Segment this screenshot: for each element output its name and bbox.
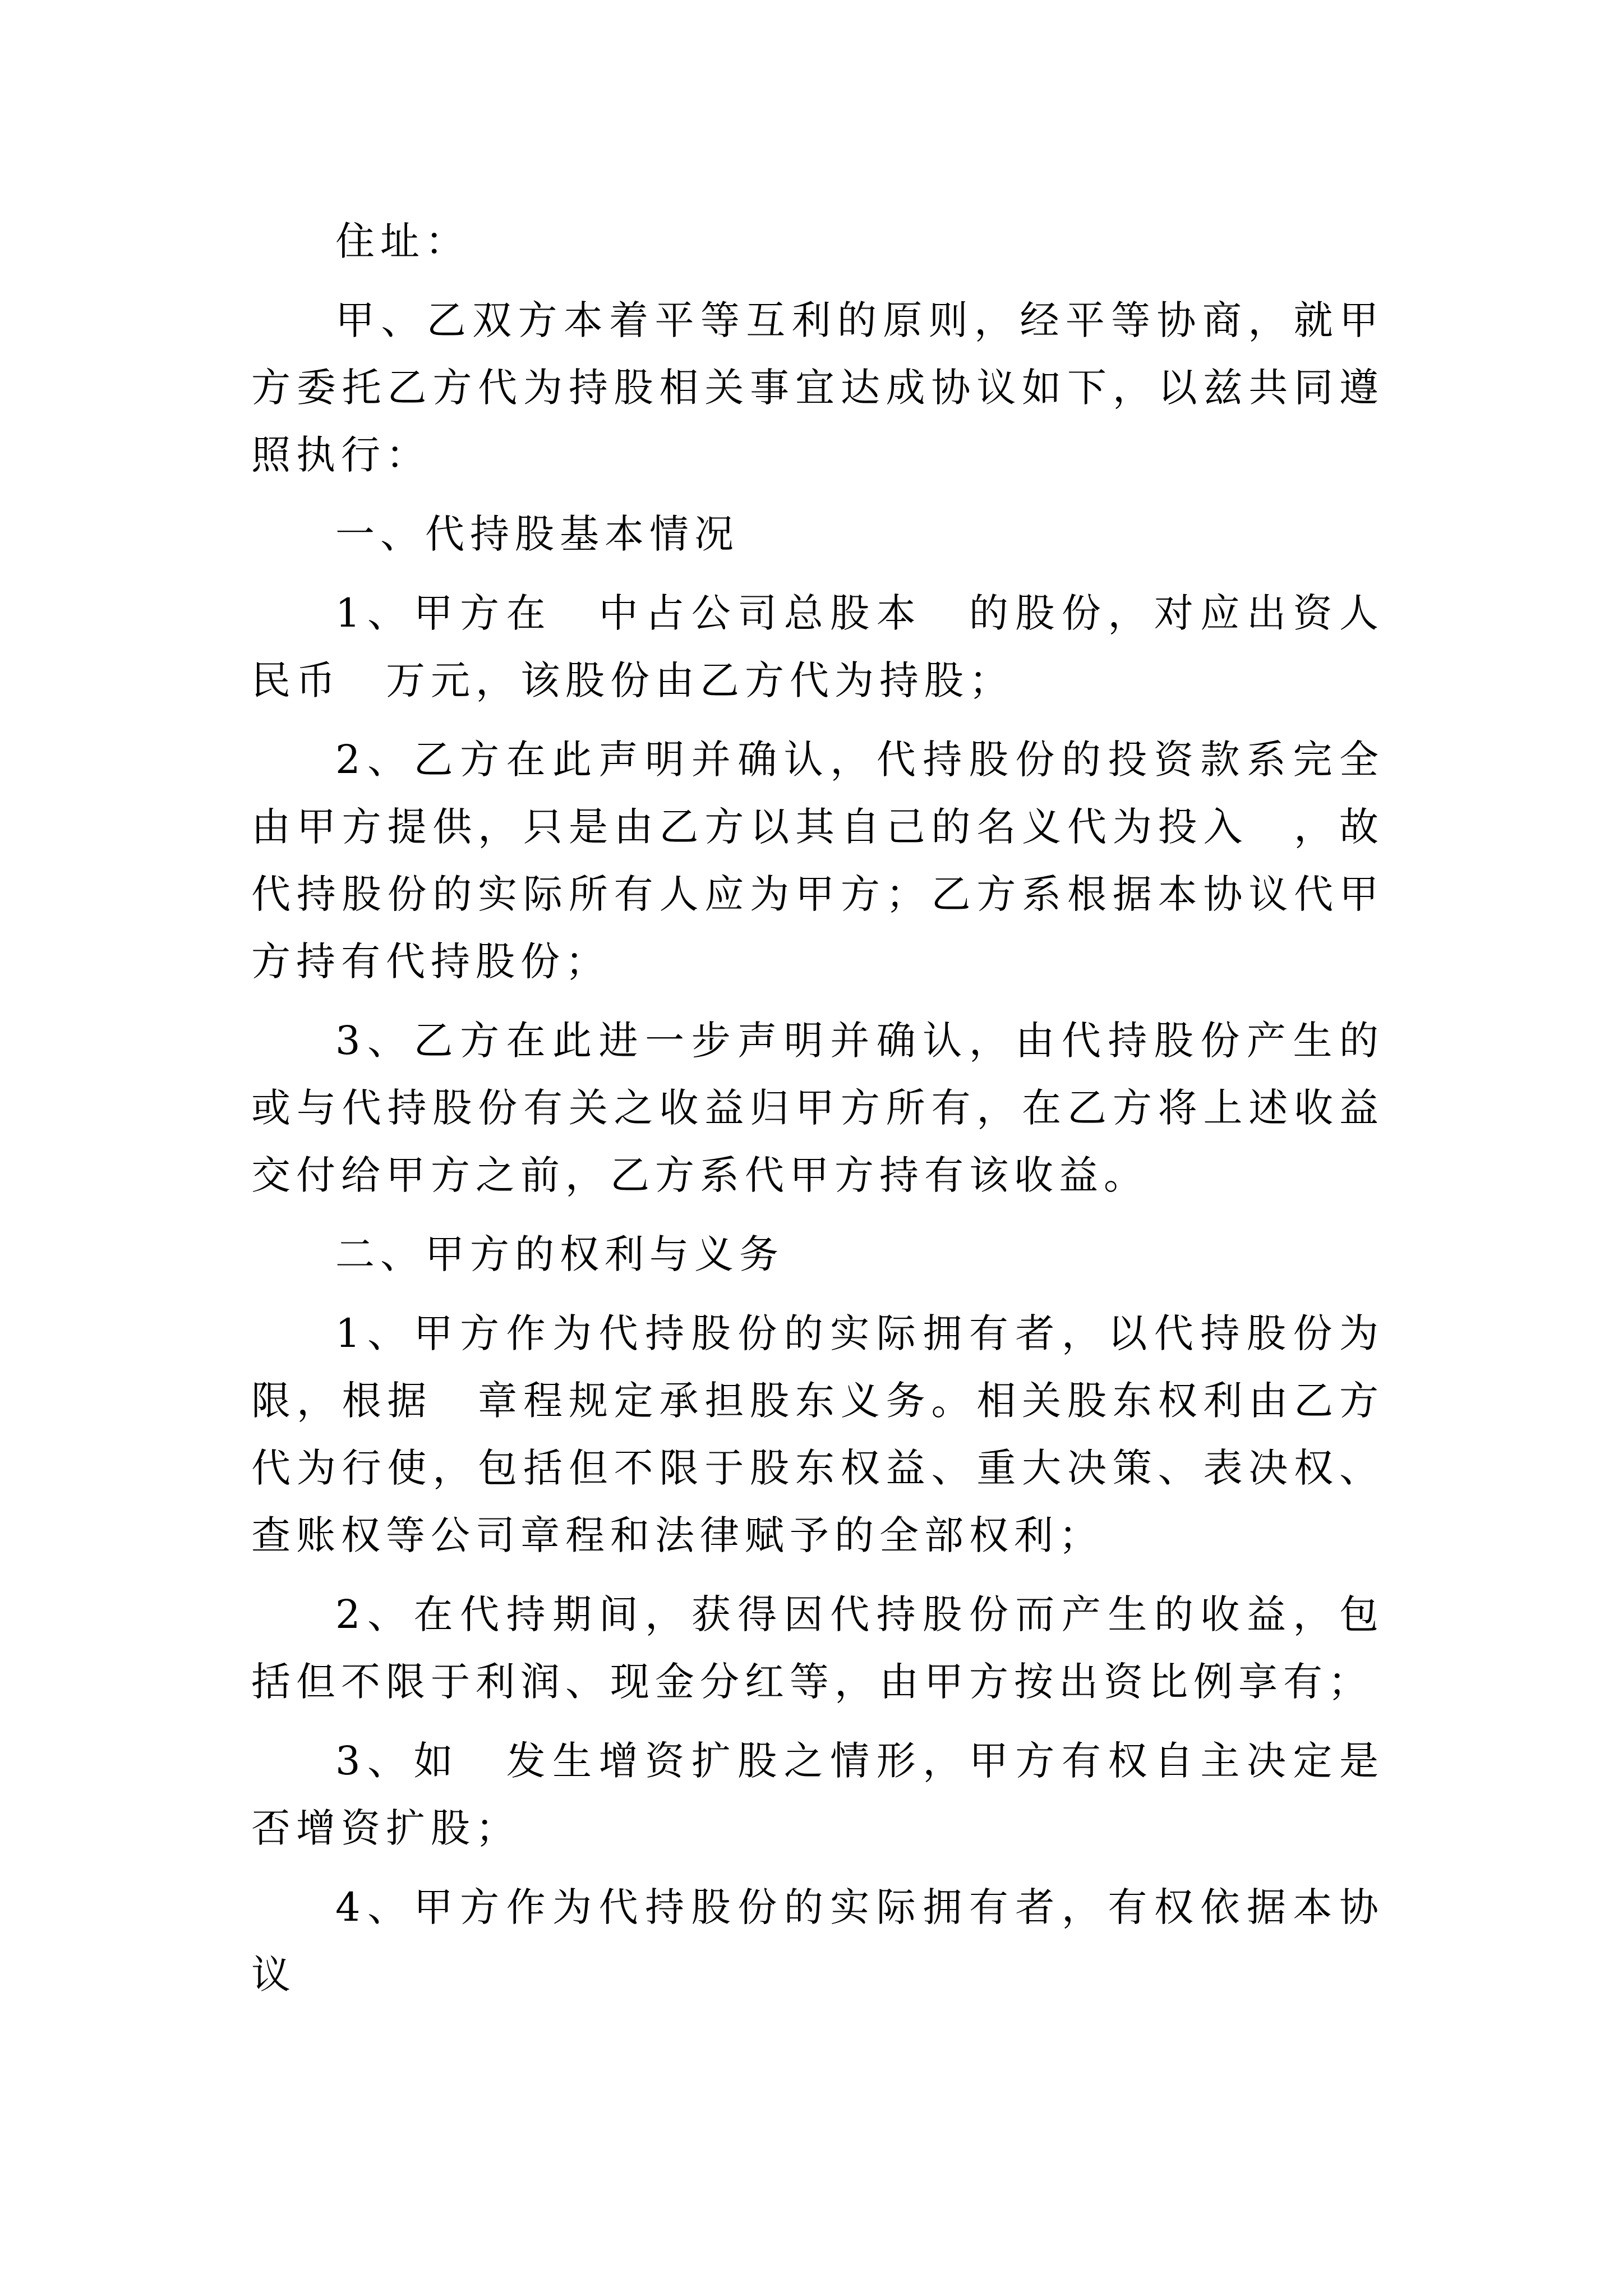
address-line: 住址： [335,218,470,264]
clause-1-3: 3、乙方在此进一步声明并确认，由代持股份产生的或与代持股份有关之收益归甲方所有，在乙方将上述收益交付给甲方之前，乙方系代甲方持有该收益。 [251,1018,1384,1198]
clause-2-4: 4、甲方作为代持股份的实际拥有者，有权依据本协议 [251,1884,1384,1998]
clause-2-2: 2、在代持期间，获得因代持股份而产生的收益，包括但不限于利润、现金分红等，由甲方按出资比例享有； [251,1591,1384,1705]
clause-2-1: 1、甲方作为代持股份的实际拥有者，以代持股份为限，根据 章程规定承担股东义务。相关股东权利由乙方代为行使，包括但不限于股东权益、重大决策、表决权、查账权等公司章程和法律赋予的全部权利； [251,1310,1384,1558]
section-heading-2: 二、甲方的权利与义务 [335,1231,784,1277]
clause-1-1: 1、甲方在 中占公司总股本 的股份，对应出资人民币 万元，该股份由乙方代为持股； [251,590,1384,703]
document-body [251,208,1384,2020]
clause-1-2: 2、乙方在此声明并确认，代持股份的投资款系完全由甲方提供，只是由乙方以其自己的名义代为投入 ，故代持股份的实际所有人应为甲方；乙方系根据本协议代甲方持有代持股份； [251,737,1384,984]
preamble-paragraph: 甲、乙双方本着平等互利的原则，经平等协商，就甲方委托乙方代为持股相关事宜达成协议如下，以兹共同遵照执行： [251,297,1384,478]
clause-2-3: 3、如 发生增资扩股之情形，甲方有权自主决定是否增资扩股； [251,1738,1384,1851]
section-heading-1: 一、代持股基本情况 [335,511,739,557]
